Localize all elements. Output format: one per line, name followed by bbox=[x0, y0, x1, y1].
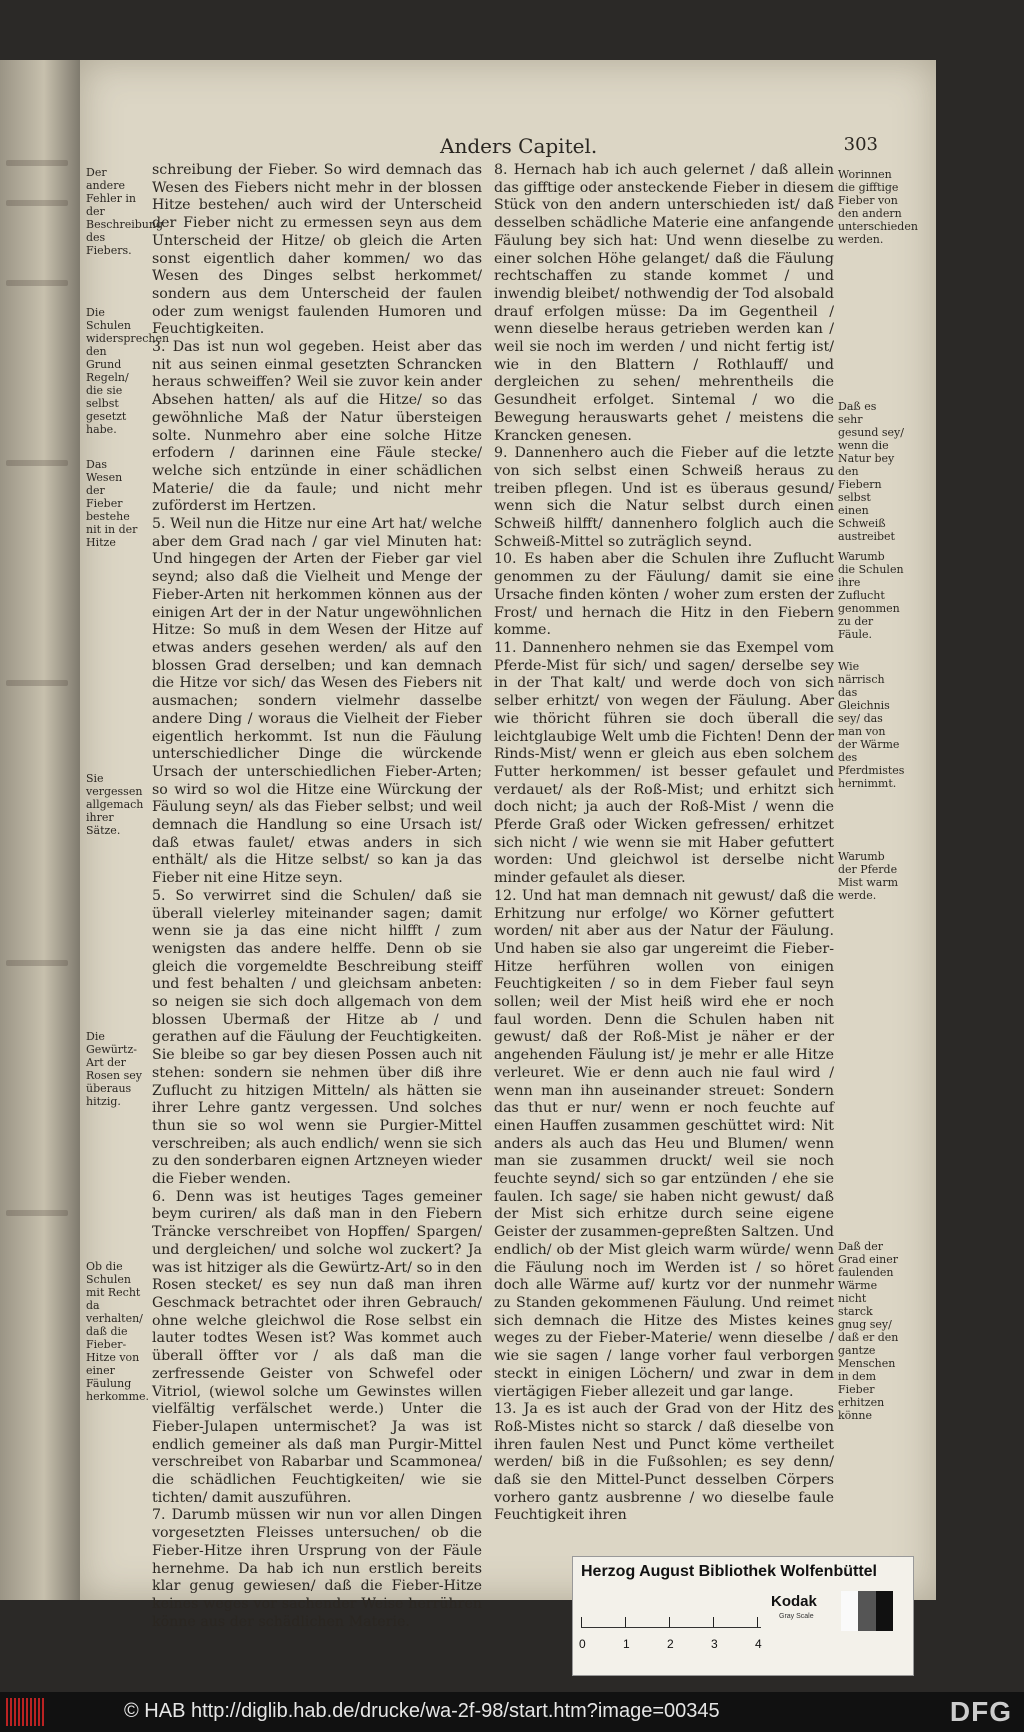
color-target-card bbox=[572, 1556, 914, 1676]
paragraph: 13. Ja es ist auch der Grad von der Hitz des Roß-Mistes nicht so starck / daß dieselbe von ihren faulen Nest und Punct köme vertheilet werden/ biß in die Fußsohlen; es sey denn/ daß sie den Mittel-Punct desselben Cörpers vorhero gantz ausbrenne / wo dieselbe faule Feuchtigkeit ihren bbox=[494, 1401, 834, 1524]
scale-labels bbox=[573, 1637, 763, 1653]
scale-label: 1 bbox=[623, 1637, 630, 1651]
paragraph: schreibung der Fieber. So wird demnach das Wesen des Fiebers nicht mehr in der blossen Hitze bestehen/ auch wird der Unterscheid der Fieber nicht zu ermessen seyn aus dem Unterscheid der Hitze/ ob gleich die Arten sonst eigentlich daher kommen/ wo das Wesen des Dinges selbst herkommet/ sondern aus dem Unterscheid der faulen oder zum wenigst faulenden Humoren und Feuchtigkeiten. bbox=[152, 162, 482, 338]
paragraph: 3. Das ist nun wol gegeben. Heist aber das nit aus seinen einmal gesetzten Schrancken heraus schweiffen? Weil sie zuvor kein ander Absehen hatten/ als auf die Hitze/ so das gewöhnliche Maß der Natur übersteigen solte. Nunmehro aber eine solche Hitze erfodern / darinnen eine Fäule stecke/ welche sich entzünde in einer schädlichen Materie/ die da faule; und nicht mehr zuförderst im Hertzen. bbox=[152, 339, 482, 515]
paragraph: 10. Es haben aber die Schulen ihre Zuflucht genommen zu der Fäulung/ damit sie eine Ursache finden könten / woher zum ersten der Frost/ und hernach die Hitz in den Fiebern komme. bbox=[494, 551, 834, 639]
margin-note-right: Warumb der Pferde Mist warm werde. bbox=[838, 850, 899, 902]
margin-note-left: Die Gewürtz-Art der Rosen sey überaus hitzig. bbox=[86, 1030, 143, 1108]
margin-note-left: Das Wesen der Fieber bestehe nit in der Hitze bbox=[86, 458, 138, 549]
margin-note-right: Wie närrisch das Gleichnis sey/ das man von der Wärme des Pferdmistes hernimmt. bbox=[838, 660, 905, 790]
scale-label: 0 bbox=[579, 1637, 586, 1651]
source-url[interactable]: © HAB http://diglib.hab.de/drucke/wa-2f-98/start.htm?image=00345 bbox=[124, 1700, 720, 1722]
margin-note-right: Warumb die Schulen ihre Zuflucht genommen zu der Fäule. bbox=[838, 550, 904, 641]
scale-label: 4 bbox=[755, 1637, 762, 1651]
paragraph: 5. So verwirret sind die Schulen/ daß sie überall vielerley miteinander sagen; damit wenn sie ja das eine nicht hilfft / zum wenigsten das andere helffe. Denn ob sie gleich die vorgemeldte Beschreibung steiff und fest behalten / und gleichsam anbeten: so neigen sie sich doch allgemach von dem blossen Ubermaß der Hitze ab / und gerathen auf die Fäulung der Feuchtigkeiten. Sie bleibe so gar bey diesen Possen auch nit stehen: sondern sie nehmen über diß ihre Zuflucht zu hitzigen Mitteln/ als hätten sie ihrer Lehre gantz vergessen. Und solches thun sie so wol wenn sie Purgier-Mittel verschreiben; als auch endlich/ wenn sie sich zu den sonderbaren eignen Artzneyen wieder die Fieber wenden. bbox=[152, 887, 482, 1188]
margin-note-right: Worinnen die gifftige Fieber von den andern unterschieden werden. bbox=[838, 168, 918, 246]
paragraph: 11. Dannenhero nehmen sie das Exempel vom Pferde-Mist für sich/ und sagen/ derselbe sey in der That kalt/ und werde doch von sich selber erhitzt/ von wegen der Fäulung. Aber wie thöricht führen sie doch überall die leichtglaubige Welt umb die Fichten! Denn der Rinds-Mist/ wenn er gleich aus eben solchem Futter herkommen/ ist besser gefaulet und verdauet/ als der Roß-Mist; und erhitzt sich doch nicht; ja auch der Roß-Mist / wenn die Pferde Graß oder Wicken gefressen/ erhitzet sich nicht / wie wenn sie mit Haber gefuttert worden: Und gleichwol ist derselbe nicht minder gefaulet als dieser. bbox=[494, 639, 834, 887]
margin-note-left: Ob die Schulen mit Recht da verhalten/ daß die Fieber-Hitze von einer Fäulung herkomme. bbox=[86, 1260, 150, 1403]
paragraph: 7. Darumb müssen wir nun vor allen Dingen vorgesetzten Fleisses untersuchen/ ob die Fieber-Hitze ihren Ursprung von der Fäule hernehme. Da hab ich nun erstlich bereits klar genug gewiesen/ daß die Fieber-Hitze keines weges vor sachender Weise herrühren könne aus der schädlichen Materie. bbox=[152, 1507, 482, 1630]
grayscale-label: Gray Scale bbox=[779, 1613, 814, 1620]
paragraph: 8. Hernach hab ich auch gelernet / daß allein das gifftige oder ansteckende Fieber in diesem Stück von den andern unterschieden ist/ daß desselben schädliche Materie eine anfangende Fäulung bey sich hat: Und wenn dieselbe zu einer solchen Höhe gelanget/ daß die Fäulung rechtschaffen zu stande kommet / und inwendig bleibet/ nothwendig der Tod alsobald drauf erfolgen müsse: Da im Gegentheil / wenn dieselbe heraus getrieben werden kan / weil sie noch im werden / und nicht fertig ist/ wie in den Blattern / Rothlauff/ und dergleichen zu sehen/ mehrentheils die Gesundheit erfolget. Sintemal / wo die Bewegung herauswarts gehet / meistens die Krancken genesen. bbox=[494, 162, 834, 444]
library-name: Herzog August Bibliothek Wolfenbüttel bbox=[581, 1563, 877, 1580]
margin-note-right: Daß es sehr gesund sey/ wenn die Natur bey den Fiebern selbst einen Schweiß austreibet bbox=[838, 400, 904, 543]
kodak-logo: Kodak bbox=[771, 1593, 817, 1610]
scale-ruler bbox=[581, 1589, 761, 1628]
barcode-icon bbox=[6, 1698, 46, 1726]
paragraph: 5. Weil nun die Hitze nur eine Art hat/ welche aber dem Grad nach / gar viel Minuten hat: Und hingegen der Arten der Fieber gar viel seynd; also daß die Vielheit und Menge der Fieber-Arten nit herkommen können aus der einigen Art der in der Natur ungewöhnlichen Hitze: So muß in dem Wesen der Hitze auf etwas anders gesehen werden/ als auf den blossen Grad derselben; und kan demnach die Hitze vor sich/ das Wesen des Fiebers nit ausmachen; sondern vielmehr dasselbe andere Ding / woraus die Vielheit der Fieber eigentlich herkommt. Ist nun die Fäulung unterschiedlicher Dinge die würckende Ursach der unterschiedlichen Fieber-Arten; so wird so wol die Hitze eine Würckung der Fäulung seyn/ als das Fieber selbst; und weil demnach die Handlung so eine Ursach ist/ daß etwas faulet/ etwas anders in sich enthält/ als die Hitze selbst/ so kan ja das Fieber nit eine Hitze seyn. bbox=[152, 516, 482, 887]
text-column-left bbox=[152, 162, 482, 1631]
paragraph: 6. Denn was ist heutiges Tages gemeiner beym curiren/ als daß man in den Fiebern Träncke verschreibet von Hopffen/ Spargen/ und dergleichen/ und solche wol zuckert? Ja was ist hitziger als die Gewürtz-Art/ so in den Rosen stecket/ es sey nun daß man ihren Geschmack betrachtet oder ihren Gebrauch/ ohne welche gleichwol die Rose selbst ein lauter todtes Wesen ist? Was kommet auch überall öffter vor / als daß man die zerfressende Geister von Schwefel oder Vitriol, (wiewol solche um Gewinstes willen vielfältig verfälschet werde.) Unter die Fieber-Julapen untermischet? Ja was ist endlich gemeiner als daß man Purgir-Mittel verschreibet von Rabarbar und Scammonea/ die schädlichen Feuchtigkeiten/ wie sie tichten/ damit auszuführen. bbox=[152, 1188, 482, 1506]
gray-patches bbox=[841, 1591, 893, 1631]
scale-label: 2 bbox=[667, 1637, 674, 1651]
margin-note-right: Daß der Grad einer faulenden Wärme nicht starck gnug sey/ daß er den gantze Menschen in dem Fieber erhitzen könne bbox=[838, 1240, 899, 1422]
margin-note-left: Die Schulen widersprechen den Grund Regeln/ die sie selbst gesetzt habe. bbox=[86, 306, 170, 436]
running-title: Anders Capitel. bbox=[440, 134, 598, 158]
page-number: 303 bbox=[843, 134, 878, 155]
scale-label: 3 bbox=[711, 1637, 718, 1651]
paragraph: 12. Und hat man demnach nit gewust/ daß die Erhitzung nur erfolge/ wo Körner gefuttert worden/ nit aber aus der Natur der Fäulung. Und haben sie also gar ungereimt die Fieber-Hitze herführen wollen von einigen Feuchtigkeiten / so in dem Fieber faul seyn sollen; weil der Mist heiß wird ehe er noch faul worden. Denn die Schulen haben nit gewust/ daß der Roß-Mist je näher er der angehenden Fäulung ist/ je mehr er alle Hitze verleuret. Wie er denn auch nie faul wird / wenn man ihn auseinander streuet: Sondern das thut er nur/ wenn er noch feuchte auf einen Hauffen zusammen geschüttet wird: Nit anders als auch das Heu und Blumen/ wenn man sie zusammen druckt/ weil sie noch feuchte seynd/ sich so gar entzünden / ehe sie faulen. Ich sage/ sie haben nicht gewust/ daß der Mist sich erhitze durch seine eigene Geister der zusammen-gepreßten Saltzen. Und endlich/ ob der Mist gleich warm würde/ wenn die Fäulung noch im Werden ist / so höret doch alle Wärme auf/ kurtz vor der nunmehr zu Standen gekommenen Fäulung. Und reimet sich demnach die Hitze des Mistes keines weges zu der Fieber-Materie/ wenn dieselbe / wie sie sagen / lange vorher faul verborgen steckt in einigen Löchern/ und zwar in dem viertägigen Fieber allezeit und gar lange. bbox=[494, 887, 834, 1400]
binding-edge bbox=[0, 60, 80, 1600]
margin-note-left: Sie vergessen allgemach ihrer Sätze. bbox=[86, 772, 144, 837]
text-column-right bbox=[494, 162, 834, 1525]
page-header bbox=[80, 132, 936, 162]
dfg-logo: DFG bbox=[949, 1696, 1012, 1727]
paragraph: 9. Dannenhero auch die Fieber auf die letzte von sich selbst einen Schweiß heraus zu treiben pflegen. Und ist es überaus gesund/ wenn sich die Natur selbst durch einen Schweiß hilfft/ dannenhero folglich auch die Schweiß-Mittel so zuträglich seynd. bbox=[494, 445, 834, 550]
footer-bar bbox=[0, 1692, 1024, 1732]
margin-note-left: Der andere Fehler in der Beschreibung des Fiebers. bbox=[86, 166, 164, 257]
